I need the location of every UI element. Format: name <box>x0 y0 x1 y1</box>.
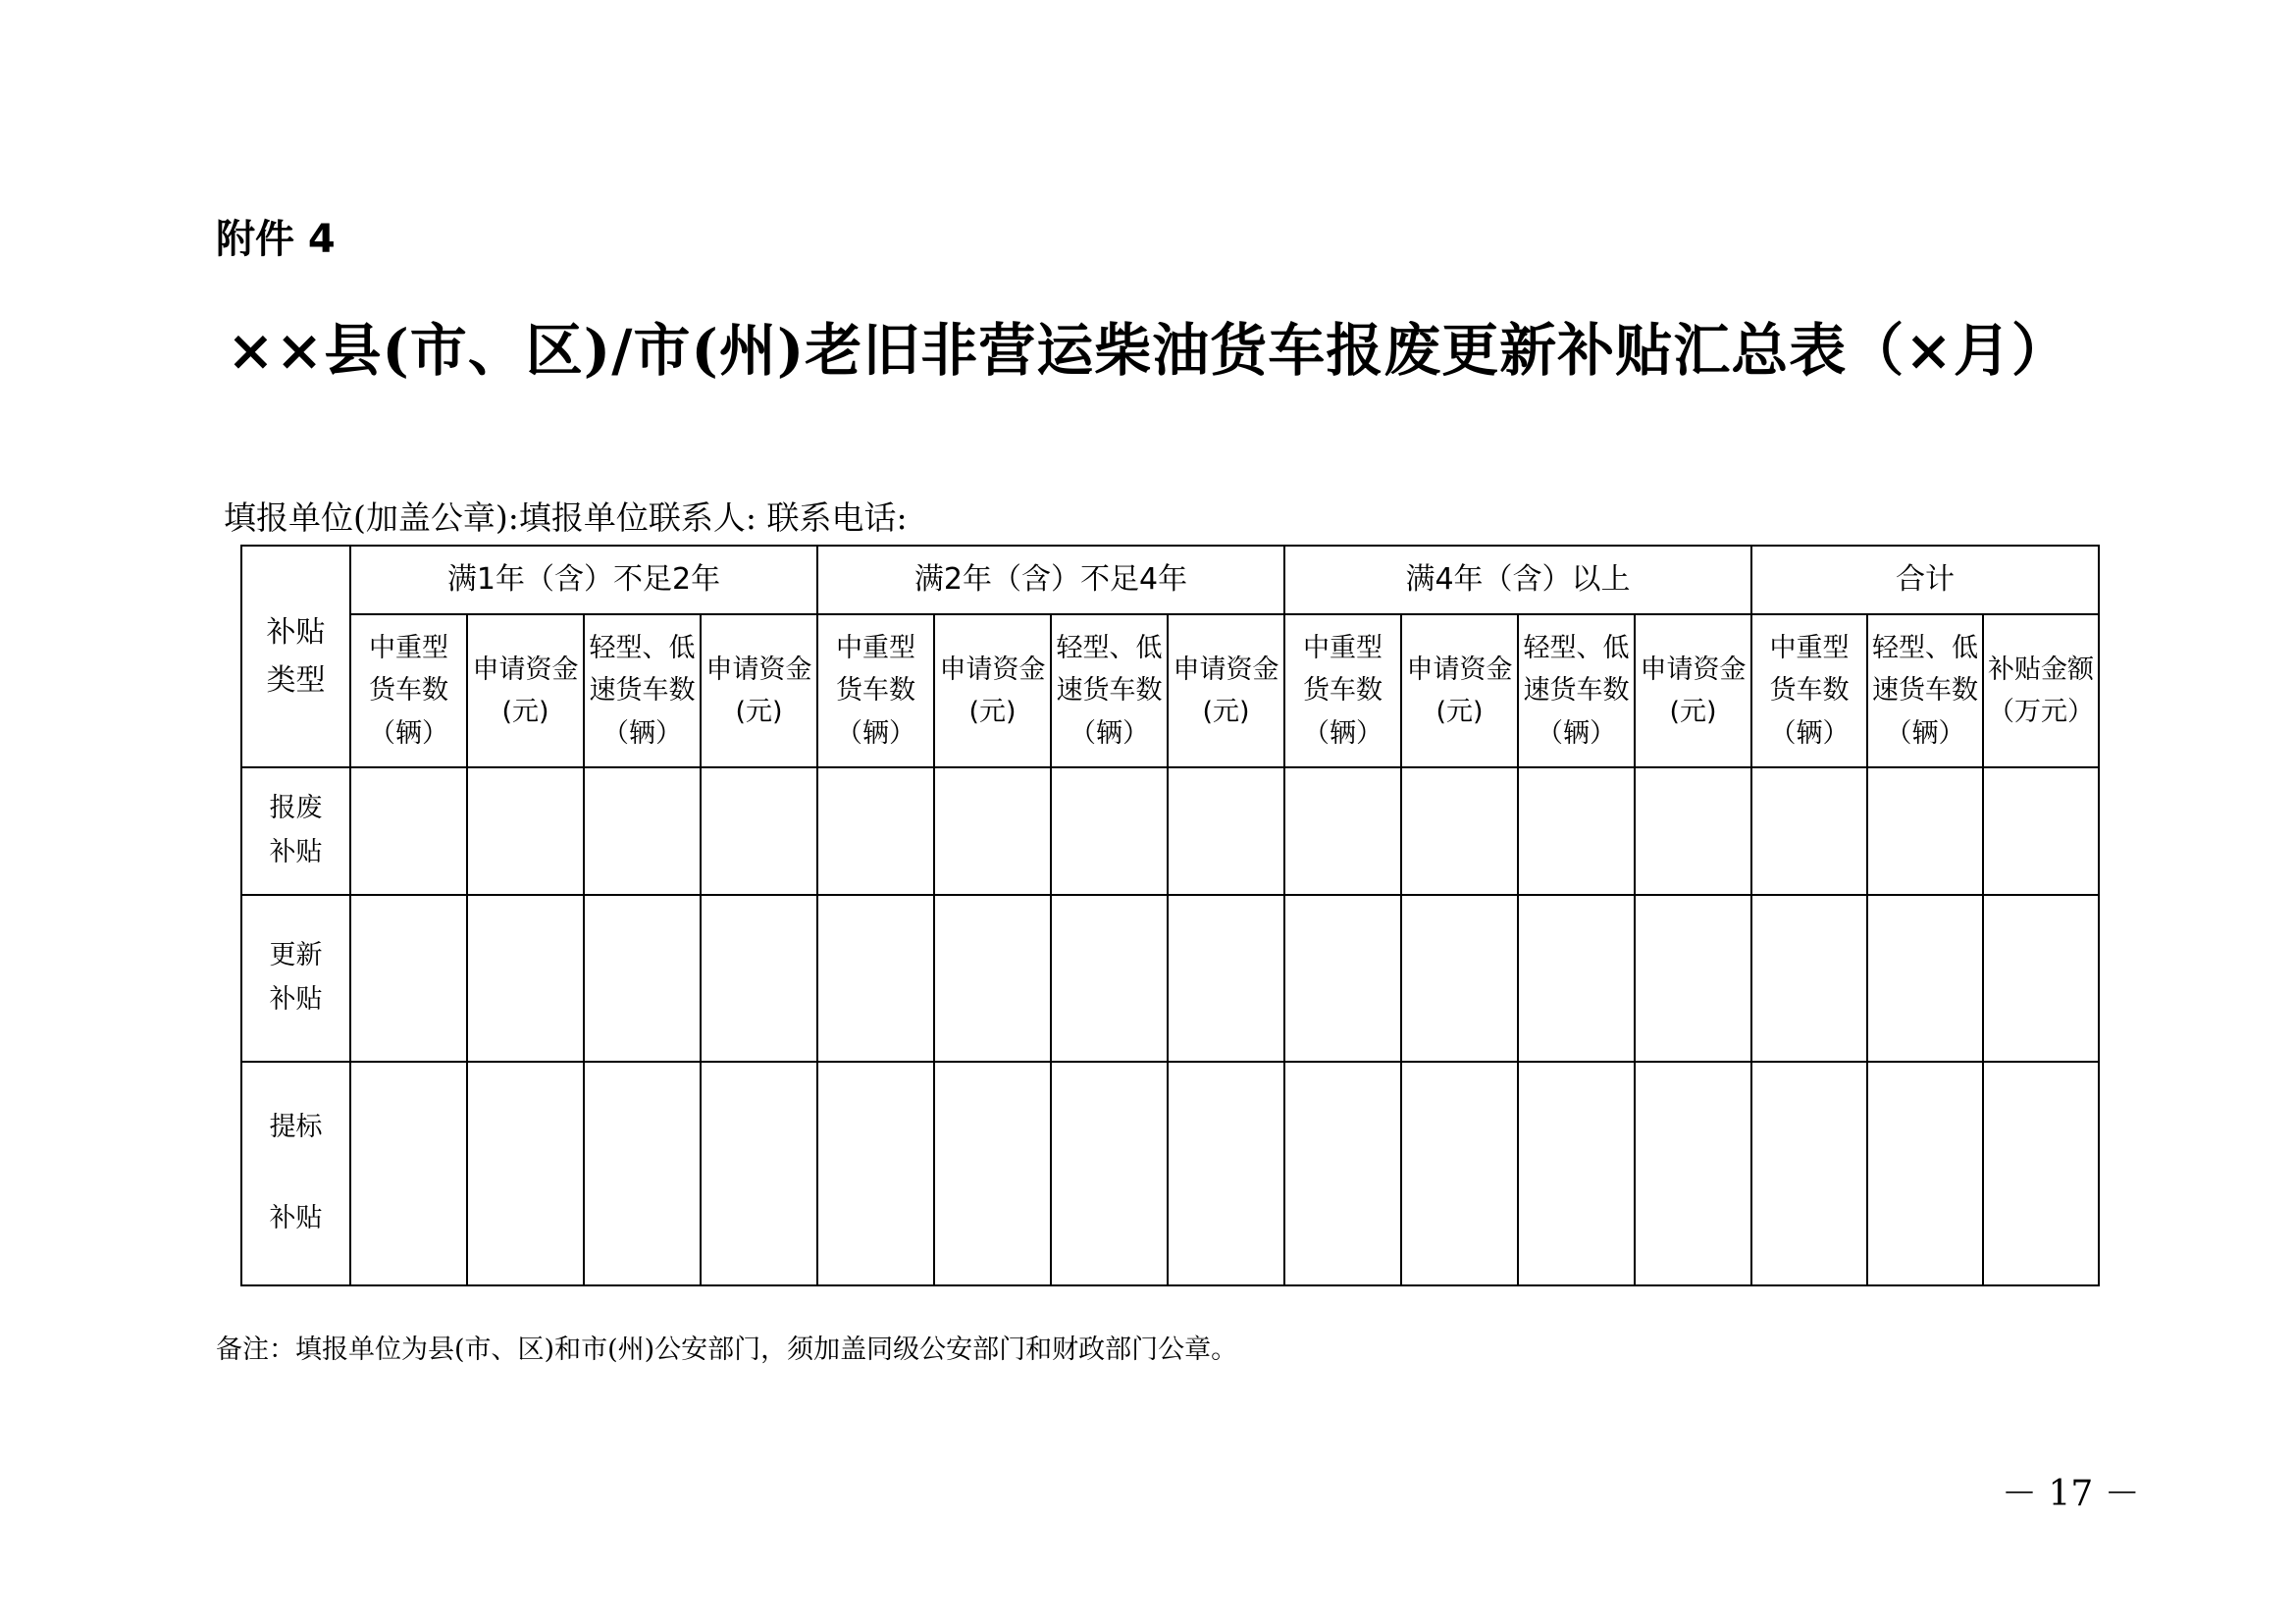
table-cell[interactable] <box>934 895 1051 1062</box>
col-light-truck-count <box>1051 614 1168 767</box>
col-applied-fund <box>1401 614 1518 767</box>
subsidy-type-line-2: 类型 <box>266 663 326 698</box>
table-cell[interactable] <box>1751 767 1867 895</box>
table-cell[interactable] <box>1518 895 1635 1062</box>
table-cell[interactable] <box>350 767 467 895</box>
col-text: 货车数 <box>1769 675 1850 707</box>
table-cell[interactable] <box>467 767 584 895</box>
col-light-truck-count <box>1518 614 1635 767</box>
col-text: (元) <box>735 697 783 727</box>
row-label-line: 补贴 <box>269 1203 323 1233</box>
col-text: 货车数 <box>1303 675 1383 707</box>
page-number: － 17 － <box>2002 1474 2140 1514</box>
table-cell[interactable] <box>1635 895 1751 1062</box>
col-text: （辆） <box>602 717 682 749</box>
table-cell[interactable] <box>584 895 701 1062</box>
row-label-line: 补贴 <box>269 837 323 867</box>
col-applied-fund <box>1168 614 1284 767</box>
row-label-line: 更新 <box>269 940 323 971</box>
col-text: 中重型 <box>1303 633 1383 664</box>
table-cell[interactable] <box>1051 1062 1168 1285</box>
table-cell[interactable] <box>817 895 934 1062</box>
table-cell[interactable] <box>1284 895 1401 1062</box>
table-cell[interactable] <box>1284 767 1401 895</box>
table-cell[interactable] <box>934 767 1051 895</box>
subsidy-summary-table <box>240 545 2100 1286</box>
table-cell[interactable] <box>1168 895 1284 1062</box>
col-applied-fund <box>701 614 817 767</box>
subsidy-type-header <box>241 546 350 767</box>
table-cell[interactable] <box>1051 895 1168 1062</box>
table-cell[interactable] <box>350 1062 467 1285</box>
col-text: 速货车数 <box>1872 675 1979 707</box>
table-cell[interactable] <box>1983 895 2099 1062</box>
row-label-upgrade <box>241 1062 350 1285</box>
table-cell[interactable] <box>1867 767 1983 895</box>
col-applied-fund <box>934 614 1051 767</box>
col-text: 轻型、低 <box>1872 633 1979 664</box>
col-text: 轻型、低 <box>1523 633 1630 664</box>
table-cell[interactable] <box>584 767 701 895</box>
col-text: (元) <box>968 697 1017 727</box>
col-text: （辆） <box>369 717 448 749</box>
table-cell[interactable] <box>934 1062 1051 1285</box>
attachment-label: 附件 4 <box>216 217 336 262</box>
table-cell[interactable] <box>1635 1062 1751 1285</box>
table-cell[interactable] <box>1401 767 1518 895</box>
group-header-total: 合计 <box>1751 546 2099 614</box>
col-text: 申请资金 <box>1173 654 1279 685</box>
col-text: 速货车数 <box>589 675 696 707</box>
col-text: （辆） <box>1070 717 1149 749</box>
row-label-scrap <box>241 767 350 895</box>
table-cell[interactable] <box>701 1062 817 1285</box>
table-row-scrap-subsidy <box>241 767 2099 895</box>
table-cell[interactable] <box>1168 767 1284 895</box>
col-heavy-truck-count <box>1284 614 1401 767</box>
table-cell[interactable] <box>701 895 817 1062</box>
table-cell[interactable] <box>701 767 817 895</box>
table-cell[interactable] <box>1401 1062 1518 1285</box>
table-cell[interactable] <box>1518 767 1635 895</box>
row-label-line: 补贴 <box>269 984 323 1015</box>
col-text: （辆） <box>836 717 915 749</box>
table-cell[interactable] <box>1983 1062 2099 1285</box>
group-header-1-2-years: 满1年（含）不足2年 <box>350 546 817 614</box>
col-total-light-truck-count <box>1867 614 1983 767</box>
group-header-2-4-years: 满2年（含）不足4年 <box>817 546 1284 614</box>
col-text: 货车数 <box>369 675 448 707</box>
col-subsidy-amount <box>1983 614 2099 767</box>
document-title: ××县(市、区)/市(州)老旧非营运柴油货车报废更新补贴汇总表（×月） <box>227 317 2069 384</box>
table-cell[interactable] <box>817 767 934 895</box>
col-text: 速货车数 <box>1056 675 1163 707</box>
footnote: 备注：填报单位为县(市、区)和市(州)公安部门，须加盖同级公安部门和财政部门公章。 <box>216 1335 1238 1365</box>
col-applied-fund <box>467 614 584 767</box>
table-row-upgrade-subsidy <box>241 1062 2099 1285</box>
table-cell[interactable] <box>467 1062 584 1285</box>
col-text: （辆） <box>1303 717 1383 749</box>
table-cell[interactable] <box>1284 1062 1401 1285</box>
col-total-heavy-truck-count <box>1751 614 1867 767</box>
col-text: （辆） <box>1537 717 1616 749</box>
subsidy-type-line-1: 补贴 <box>266 614 326 650</box>
col-text: 申请资金 <box>1640 654 1747 685</box>
col-text: 速货车数 <box>1523 675 1630 707</box>
col-text: 申请资金 <box>939 654 1046 685</box>
col-applied-fund <box>1635 614 1751 767</box>
col-text: 申请资金 <box>1406 654 1513 685</box>
col-text: 中重型 <box>369 633 448 664</box>
table-cell[interactable] <box>1751 1062 1867 1285</box>
col-text: (元) <box>1202 697 1250 727</box>
table-cell[interactable] <box>1635 767 1751 895</box>
row-label-line: 报废 <box>269 793 323 824</box>
table-cell[interactable] <box>1867 895 1983 1062</box>
col-text: 轻型、低 <box>1056 633 1163 664</box>
table-cell[interactable] <box>1983 767 2099 895</box>
col-text: (元) <box>1669 697 1717 727</box>
col-text: (元) <box>1435 697 1484 727</box>
col-text: 轻型、低 <box>589 633 696 664</box>
col-heavy-truck-count <box>350 614 467 767</box>
row-label-line: 提标 <box>269 1112 323 1143</box>
table-cell[interactable] <box>1518 1062 1635 1285</box>
col-text: 中重型 <box>836 633 915 664</box>
col-text: 补贴金额 <box>1988 654 2095 685</box>
row-label-renewal <box>241 895 350 1062</box>
col-heavy-truck-count <box>817 614 934 767</box>
col-light-truck-count <box>584 614 701 767</box>
col-text: 申请资金 <box>705 654 812 685</box>
table-cell[interactable] <box>1051 767 1168 895</box>
col-text: （辆） <box>1885 717 1965 749</box>
col-text: 申请资金 <box>472 654 579 685</box>
table-cell[interactable] <box>1401 895 1518 1062</box>
table-cell[interactable] <box>584 1062 701 1285</box>
col-text: 货车数 <box>836 675 915 707</box>
group-header-over-4-years: 满4年（含）以上 <box>1284 546 1751 614</box>
table-cell[interactable] <box>350 895 467 1062</box>
table-cell[interactable] <box>817 1062 934 1285</box>
table-row-renewal-subsidy <box>241 895 2099 1062</box>
table-cell[interactable] <box>1867 1062 1983 1285</box>
col-text: (元) <box>501 697 549 727</box>
col-text: 中重型 <box>1769 633 1850 664</box>
col-text: （万元） <box>1988 697 2095 727</box>
table-cell[interactable] <box>467 895 584 1062</box>
table-cell[interactable] <box>1168 1062 1284 1285</box>
table-cell[interactable] <box>1751 895 1867 1062</box>
fill-info-line: 填报单位(加盖公章):填报单位联系人: 联系电话: <box>224 498 908 537</box>
col-text: （辆） <box>1769 717 1850 749</box>
